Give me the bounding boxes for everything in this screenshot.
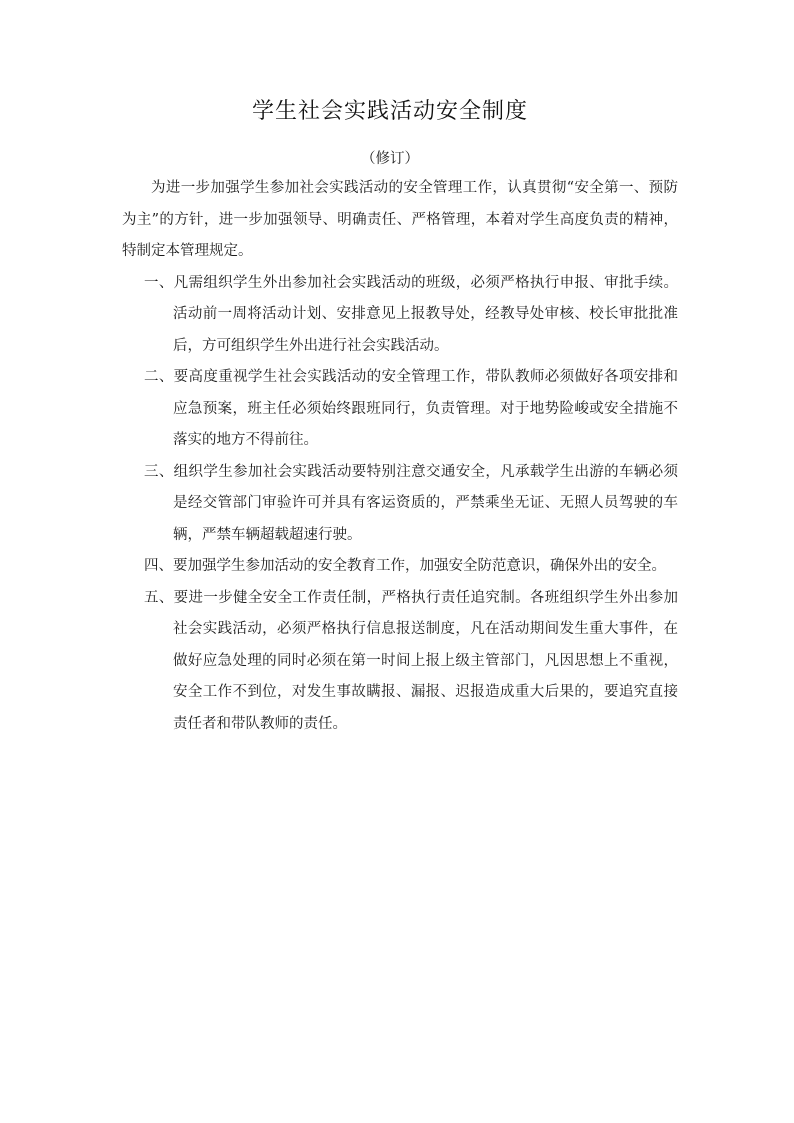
clause-4: 四、要加强学生参加活动的安全教育工作，加强安全防范意识，确保外出的安全。 xyxy=(144,558,666,574)
document-title: 学生社会实践活动安全制度 xyxy=(251,99,528,124)
clause-3: 三、组织学生参加社会实践活动要特别注意交通安全，凡承载学生出游的车辆必须是经交管部门审验许可并具有客运资质的，严禁乘坐无证、无照人员驾驶的车辆，严禁车辆超载超速行驶。 xyxy=(144,463,678,543)
clause-5: 五、要进一步健全安全工作责任制，严格执行责任追究制。各班组织学生外出参加社会实践活动，必须严格执行信息报送制度，凡在活动期间发生重大事件，在做好应急处理的同时必须在第一时间上报上级主管部门，凡因思想上不重视，安全工作不到位，对发生事故瞒报、漏报、迟报造成重大后果的，要追究直接责任者和带队教师的责任。 xyxy=(144,589,678,732)
intro-paragraph: 为进一步加强学生参加社会实践活动的安全管理工作，认真贯彻“安全第一、预防为主”的方针，进一步加强领导、明确责任、严格管理，本着对学生高度负责的精神，特制定本管理规定。 xyxy=(122,180,678,259)
document-subtitle: （修订） xyxy=(361,151,419,167)
document-body xyxy=(122,173,678,740)
clause-1: 一、凡需组织学生外出参加社会实践活动的班级，必须严格执行申报、审批手续。活动前一周将活动计划、安排意见上报教导处，经教导处审核、校长审批批准后，方可组织学生外出进行社会实践活动。 xyxy=(144,274,678,354)
clause-2: 二、要高度重视学生社会实践活动的安全管理工作，带队教师必须做好各项安排和应急预案，班主任必须始终跟班同行，负责管理。对于地势险峻或安全措施不落实的地方不得前往。 xyxy=(144,369,678,448)
